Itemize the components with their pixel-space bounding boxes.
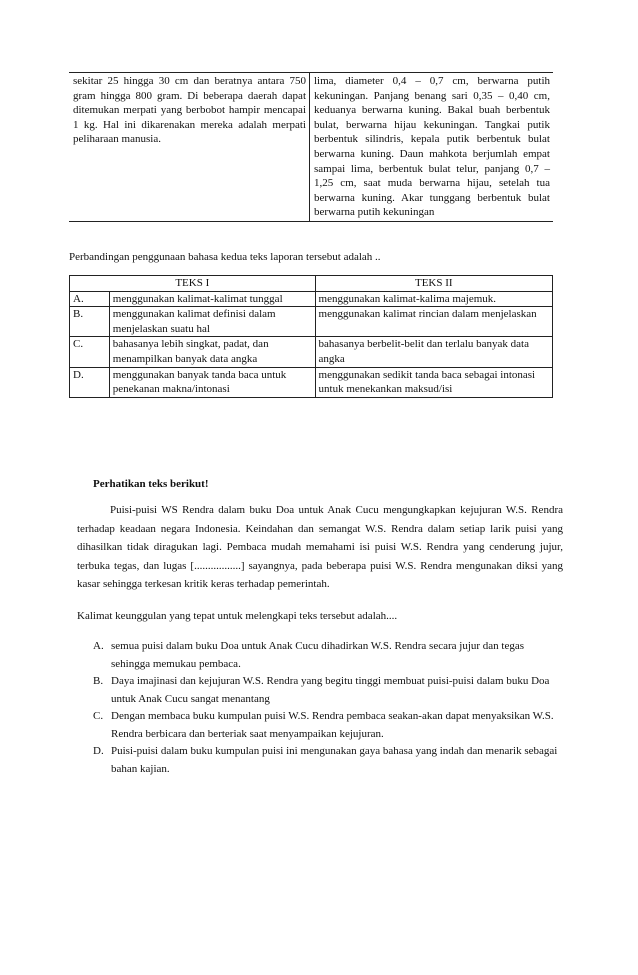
row-letter: B.: [70, 307, 110, 337]
table-row: [70, 337, 553, 367]
answer-letter: A.: [93, 640, 104, 652]
row-letter: C.: [70, 337, 110, 367]
row-teks-2: bahasanya berbelit-belit dan terlalu banyak data angka: [315, 337, 552, 367]
reading-passage: Puisi-puisi WS Rendra dalam buku Doa untuk Anak Cucu mengungkapkan kejujuran W.S. Rendra terhadap keadaan negara Indonesia. Keindahan dan semangat W.S. Rendra dalam setiap larik puisi yang dihasilkan tidak diragukan lagi. Pembaca mudah memahami isi puisi W.S. Rendra yang cenderung jujur, terbuka tegas, dan lugas [.................] sayangnya, pada beberapa puisi W.S. Rendra mengunakan diksi yang kasar sehingga terkesan kritik keras terhadap pemerintah.: [77, 504, 563, 591]
row-teks-2: menggunakan kalimat-kalima majemuk.: [315, 291, 552, 307]
table-header-row: [70, 276, 553, 292]
table-row: [70, 367, 553, 397]
text-one-continuation: sekitar 25 hingga 30 cm dan beratnya antara 750 gram hingga 800 gram. Di beberapa daerah dapat ditemukan merpati yang berbobot hampir mencapai 1 kg. Hal ini dikarenakan mereka adalah merpati peliharaan manusia.: [69, 73, 310, 221]
text-comparison-box: [69, 72, 553, 222]
row-teks-2: menggunakan kalimat rincian dalam menjelaskan: [315, 307, 552, 337]
text-two-continuation: lima, diameter 0,4 – 0,7 cm, berwarna putih kekuningan. Panjang benang sari 0,35 – 0,40 cm, keduanya berwarna kuning. Bakal buah berbentuk bulat, berwarna hijau kekuningan. Tangkai putik berbentuk silindris, kepala putik berbentuk bulat berwarna kuning. Daun mahkota berjumlah empat sampai lima, berbentuk bulat telur, panjang 0,7 – 1,25 cm, saat muda berwarna hijau, setelah tua berwarna kuning. Akar tunggang berbentuk bulat berwarna putih kekuningan: [314, 75, 550, 219]
comparison-question: Perbandingan penggunaan bahasa kedua teks laporan tersebut adalah ..: [69, 251, 381, 263]
question-prompt: Kalimat keunggulan yang tepat untuk melengkapi teks tersebut adalah....: [77, 610, 398, 622]
row-teks-1: menggunakan kalimat-kalimat tunggal: [109, 291, 315, 307]
row-teks-1: menggunakan kalimat definisi dalam menjelaskan suatu hal: [109, 307, 315, 337]
answer-text: Dengan membaca buku kumpulan puisi W.S. Rendra pembaca seakan-akan dapat menyaksikan W.S. Rendra berbicara dan berteriak saat menyampaikan kejujuran.: [111, 710, 554, 740]
row-teks-1: menggunakan banyak tanda baca untuk penekanan makna/intonasi: [109, 367, 315, 397]
header-teks-2: TEKS II: [315, 276, 552, 292]
table-row: [70, 307, 553, 337]
options-table: [69, 275, 553, 398]
row-letter: A.: [70, 291, 110, 307]
answer-option-c[interactable]: [93, 708, 563, 743]
answer-text: semua puisi dalam buku Doa untuk Anak Cucu dihadirkan W.S. Rendra secara jujur dan tegas sehingga memukau pembaca.: [111, 640, 525, 670]
answer-option-b[interactable]: [93, 673, 563, 708]
answer-letter: D.: [93, 745, 104, 757]
table-row: [70, 291, 553, 307]
answer-options: [93, 638, 563, 778]
answer-letter: C.: [93, 710, 104, 722]
row-letter: D.: [70, 367, 110, 397]
answer-text: Puisi-puisi dalam buku kumpulan puisi ini mengunakan gaya bahasa yang indah dan menarik sebagai bahan kajian.: [111, 745, 558, 775]
section-heading: Perhatikan teks berikut!: [93, 478, 209, 490]
answer-option-d[interactable]: [93, 743, 563, 778]
header-teks-1: TEKS I: [70, 276, 316, 292]
answer-option-a[interactable]: [93, 638, 563, 673]
row-teks-2: menggunakan sedikit tanda baca sebagai intonasi untuk menekankan maksud/isi: [315, 367, 552, 397]
answer-text: Daya imajinasi dan kejujuran W.S. Rendra yang begitu tinggi membuat puisi-puisi dalam buku Doa untuk Anak Cucu sangat menantang: [111, 675, 550, 705]
answer-letter: B.: [93, 675, 104, 687]
row-teks-1: bahasanya lebih singkat, padat, dan menampilkan banyak data angka: [109, 337, 315, 367]
